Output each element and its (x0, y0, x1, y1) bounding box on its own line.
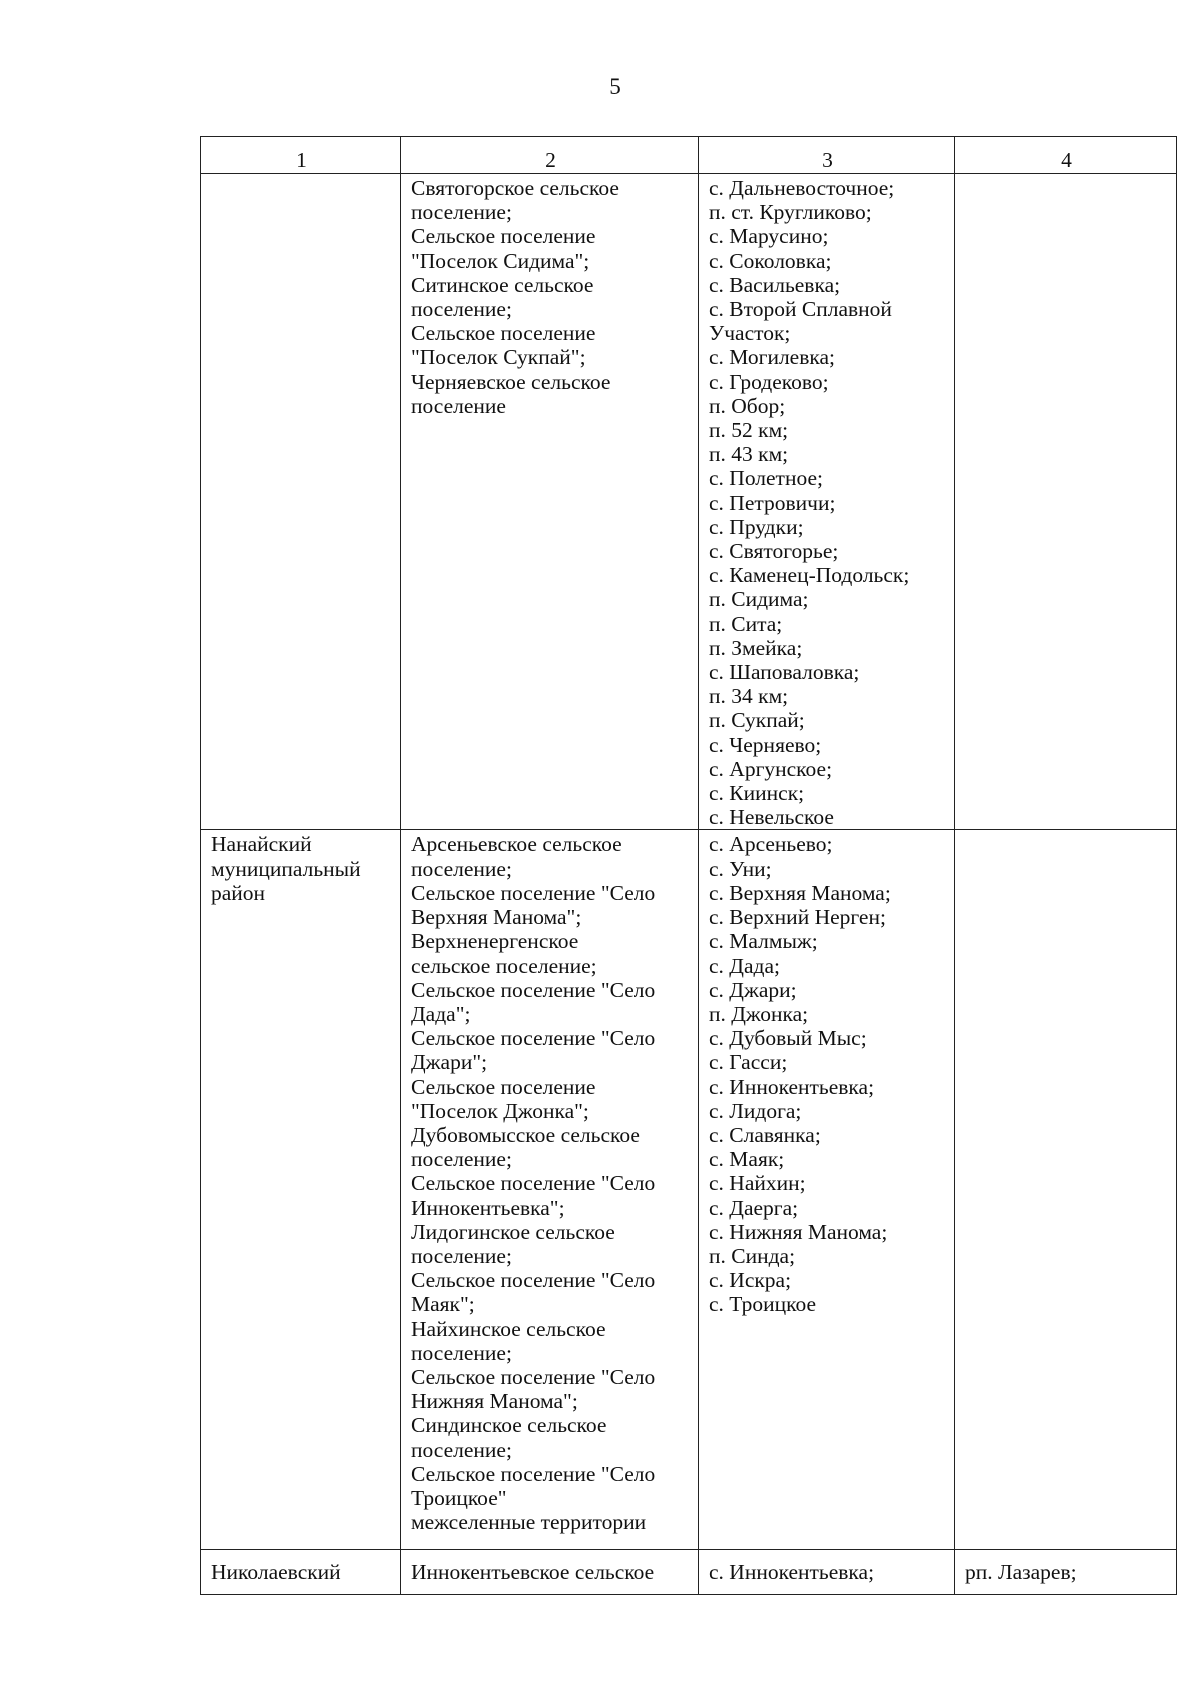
table-row (201, 1550, 1177, 1595)
extra-cell (955, 830, 1177, 1550)
settlements-table (200, 136, 1177, 1595)
settlements-cell: Святогорское сельское поселение; Сельское поселение "Поселок Сидима"; Ситинское сельское поселение; Сельское поселение "Поселок Сукпай"; Черняевское сельское поселение (401, 174, 699, 830)
table-row (201, 174, 1177, 830)
settlements-cell: Иннокентьевское сельское (401, 1550, 699, 1595)
table-row (201, 830, 1177, 1550)
district-cell: Николаевский (201, 1550, 401, 1595)
column-header-1: 1 (201, 137, 401, 174)
page-number: 5 (609, 74, 621, 99)
column-header-4: 4 (955, 137, 1177, 174)
extra-cell (955, 174, 1177, 830)
district-cell: Нанайский муниципальный район (201, 830, 401, 1550)
localities-cell: с. Иннокентьевка; (699, 1550, 955, 1595)
table-header-row (201, 137, 1177, 174)
settlements-cell: Арсеньевское сельское поселение; Сельское поселение "Село Верхняя Манома"; Верхненергенское сельское поселение; Сельское поселение "Село Дада"; Сельское поселение "Село Джари"; Сельское поселение "Поселок Джонка"; Дубовомысское сельское поселение; Сельское поселение "Село Иннокентьевка"; Лидогинское сельское поселение; Сельское поселение "Село Маяк"; Найхинское сельское поселение; Сельское поселение "Село Нижняя Манома"; Синдинское сельское поселение; Сельское поселение "Село Троицкое" межселенные территории (401, 830, 699, 1550)
district-cell (201, 174, 401, 830)
localities-cell: с. Арсеньево; с. Уни; с. Верхняя Манома; с. Верхний Нерген; с. Малмыж; с. Дада; с. Джари; п. Джонка; с. Дубовый Мыс; с. Гасси; с. Иннокентьевка; с. Лидога; с. Славянка; с. Маяк; с. Найхин; с. Даерга; с. Нижняя Манома; п. Синда; с. Искра; с. Троицкое (699, 830, 955, 1550)
localities-cell: с. Дальневосточное; п. ст. Кругликово; с. Марусино; с. Соколовка; с. Васильевка; с. Второй Сплавной Участок; с. Могилевка; с. Гродеково; п. Обор; п. 52 км; п. 43 км; с. Полетное; с. Петровичи; с. Прудки; с. Святогорье; с. Каменец-Подольск; п. Сидима; п. Сита; п. Змейка; с. Шаповаловка; п. 34 км; п. Сукпай; с. Черняево; с. Аргунское; с. Киинск; с. Невельское (699, 174, 955, 830)
column-header-3: 3 (699, 137, 955, 174)
extra-cell: рп. Лазарев; (955, 1550, 1177, 1595)
column-header-2: 2 (401, 137, 699, 174)
